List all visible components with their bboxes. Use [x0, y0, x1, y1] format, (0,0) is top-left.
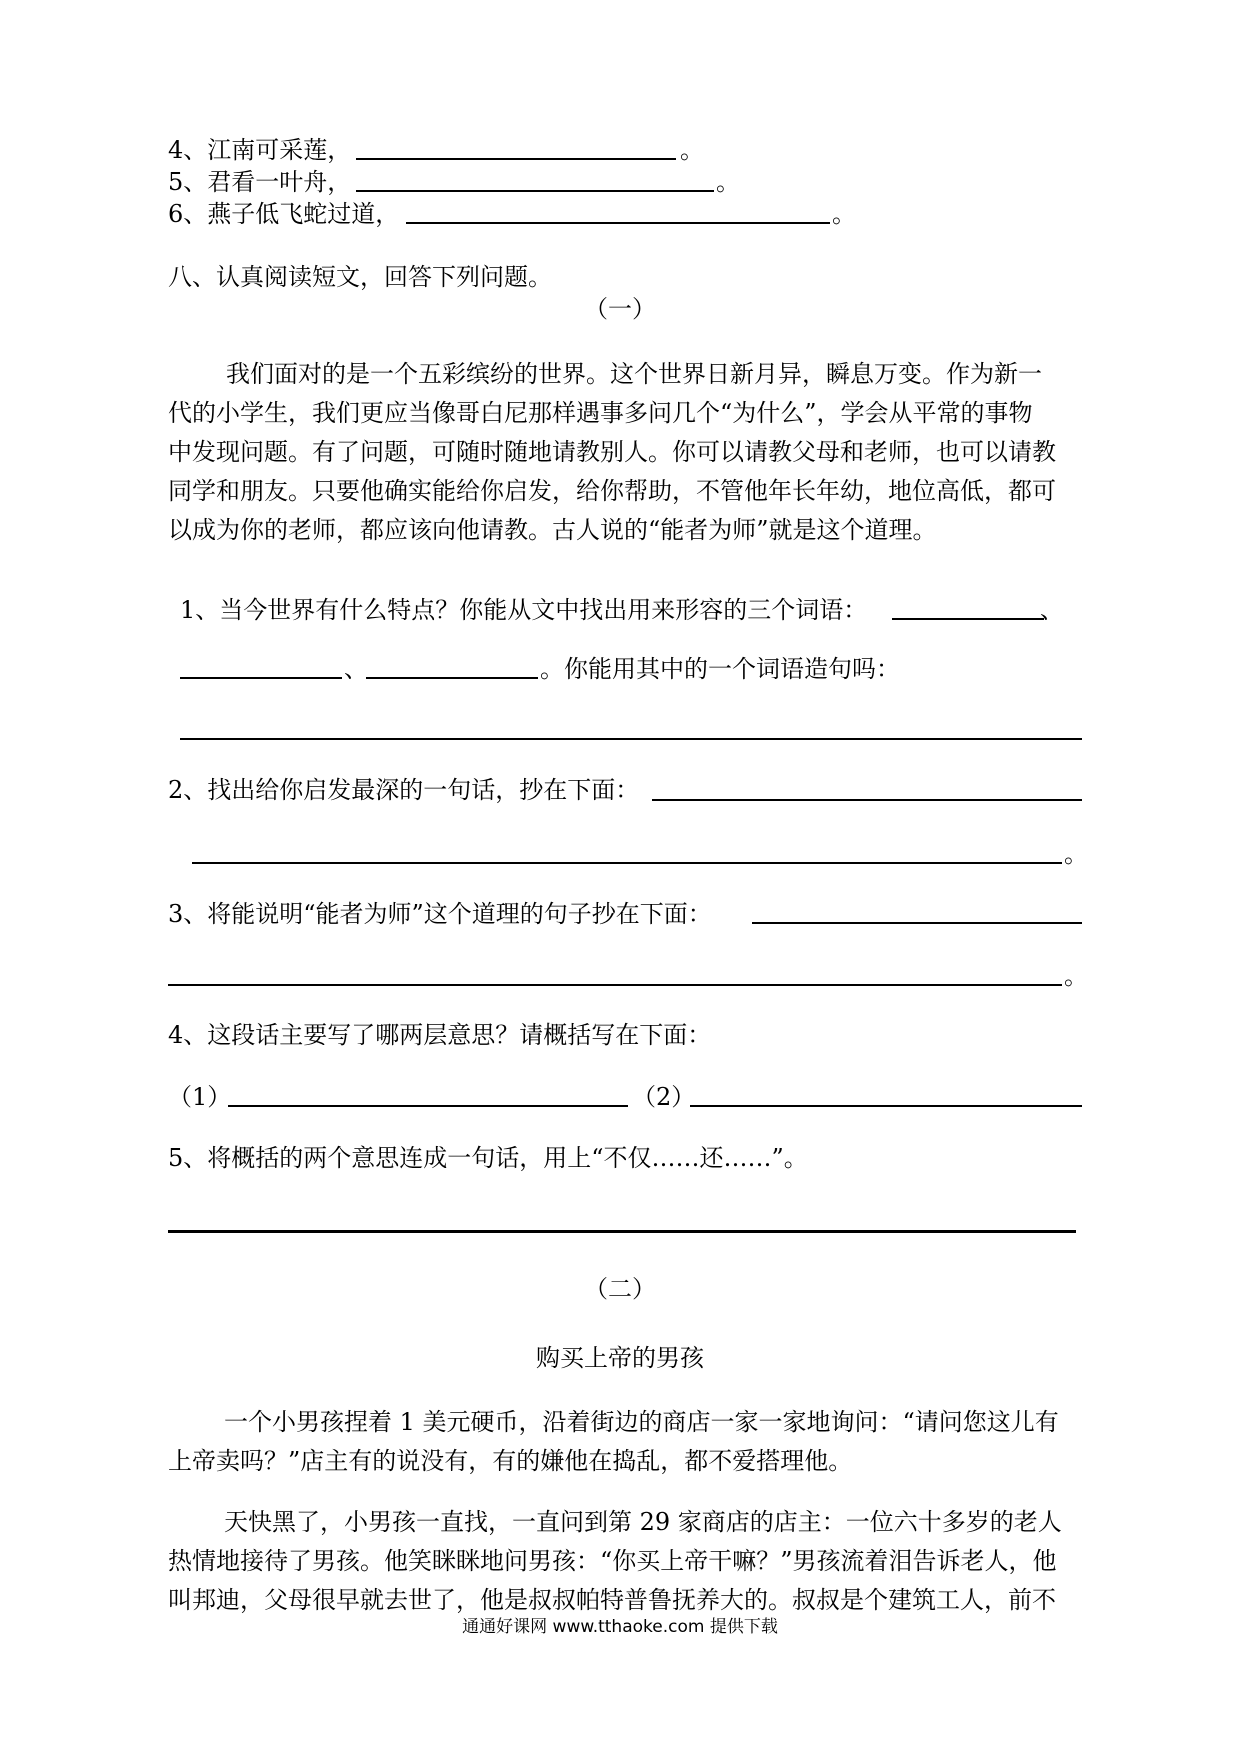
question-4: 4、这段话主要写了哪两层意思？请概括写在下面：: [168, 1021, 712, 1049]
poem-item-4: 4、江南可采莲，: [168, 136, 352, 164]
passage-1-line: 以成为你的老师，都应该向他请教。古人说的“能者为师”就是这个道理。: [168, 516, 937, 544]
question-1: 1、当今世界有什么特点？你能从文中找出用来形容的三个词语：: [180, 596, 868, 624]
q3-end: 。: [1064, 962, 1088, 990]
passage-1: [168, 355, 1086, 550]
question-3: 3、将能说明“能者为师”这个道理的句子抄在下面：: [168, 900, 712, 928]
passage-1-line: 中发现问题。有了问题，可随时随地请教别人。你可以请教父母和老师，也可以请教: [168, 438, 1056, 466]
q1-sentence-line[interactable]: [180, 738, 1082, 740]
part2-label: （二）: [584, 1275, 656, 1303]
story-line: 一个小男孩捏着 1 美元硬币，沿着街边的商店一家一家地询问：“请问您这儿有: [224, 1408, 1059, 1436]
q4-answer-line-2[interactable]: [690, 1105, 1082, 1107]
q4-answer-line-1[interactable]: [228, 1105, 628, 1107]
q1-tail: 。你能用其中的一个词语造句吗：: [540, 655, 900, 683]
q3-answer-line-1[interactable]: [752, 922, 1082, 924]
poem-answer-line-5[interactable]: [356, 190, 714, 192]
section-heading: 八、认真阅读短文，回答下列问题。: [168, 263, 552, 291]
story-paragraph-2: [168, 1503, 1086, 1620]
story-line: 叫邦迪，父母很早就去世了，他是叔叔帕特普鲁抚养大的。叔叔是个建筑工人，前不: [168, 1586, 1056, 1614]
story-line: 上帝卖吗？”店主有的说没有，有的嫌他在捣乱，都不爱搭理他。: [168, 1447, 853, 1475]
footer-credit: 通通好课网 www.tthaoke.com 提供下载: [462, 1617, 778, 1637]
passage-1-line: 我们面对的是一个五彩缤纷的世界。这个世界日新月异，瞬息万变。作为新一: [226, 360, 1042, 388]
story-paragraph-1: [168, 1403, 1086, 1481]
poem-item-6-end: 。: [832, 200, 856, 228]
poem-item-4-end: 。: [680, 136, 704, 164]
q2-answer-line-2[interactable]: [192, 862, 1062, 864]
q5-answer-line[interactable]: [168, 1230, 1076, 1233]
q1-separator-1: 、: [1040, 596, 1064, 624]
q1-separator-2: 、: [344, 655, 368, 683]
part1-label: （一）: [584, 295, 656, 323]
q3-answer-line-2[interactable]: [168, 984, 1062, 986]
q1-word-line-2[interactable]: [180, 677, 342, 679]
question-5: 5、将概括的两个意思连成一句话，用上“不仅……还……”。: [168, 1144, 808, 1172]
q4-label-2: （2）: [632, 1083, 696, 1111]
q4-label-1: （1）: [168, 1083, 232, 1111]
poem-item-5-end: 。: [716, 168, 740, 196]
q1-word-line-3[interactable]: [366, 677, 538, 679]
poem-answer-line-4[interactable]: [356, 158, 676, 160]
passage-1-line: 同学和朋友。只要他确实能给你启发，给你帮助，不管他年长年幼，地位高低，都可: [168, 477, 1056, 505]
poem-item-5: 5、君看一叶舟，: [168, 168, 352, 196]
q1-word-line-1[interactable]: [892, 618, 1044, 620]
poem-answer-line-6[interactable]: [406, 222, 830, 224]
passage-1-line: 代的小学生，我们更应当像哥白尼那样遇事多问几个“为什么”，学会从平常的事物: [168, 399, 1033, 427]
story-line: 热情地接待了男孩。他笑眯眯地问男孩：“你买上帝干嘛？”男孩流着泪告诉老人，他: [168, 1547, 1057, 1575]
question-2: 2、找出给你启发最深的一句话，抄在下面：: [168, 776, 640, 804]
q2-answer-line-1[interactable]: [652, 799, 1082, 801]
q2-end: 。: [1064, 840, 1088, 868]
story-title: 购买上帝的男孩: [536, 1344, 704, 1372]
poem-item-6: 6、燕子低飞蛇过道，: [168, 200, 400, 228]
story-line: 天快黑了，小男孩一直找，一直问到第 29 家商店的店主：一位六十多岁的老人: [224, 1508, 1062, 1536]
